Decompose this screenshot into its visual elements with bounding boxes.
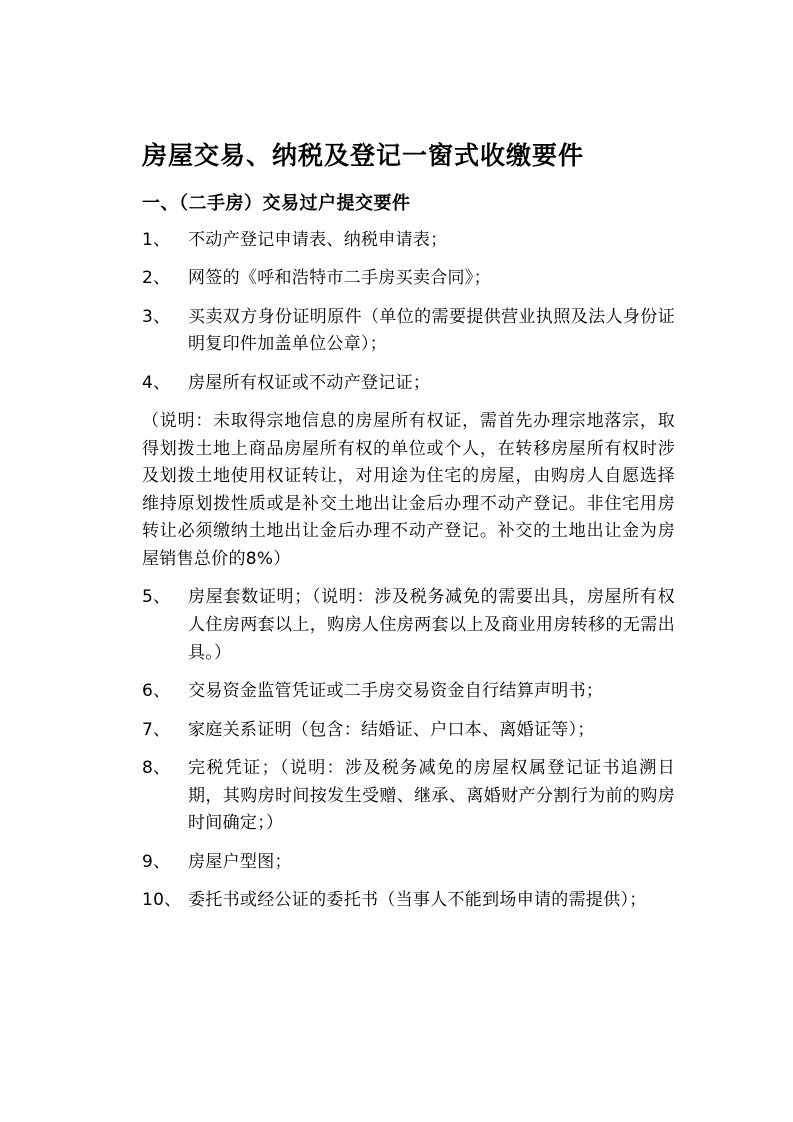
page-title: 房屋交易、纳税及登记一窗式收缴要件 <box>142 141 585 170</box>
list-item <box>142 227 675 255</box>
list-item-number: 1、 <box>142 229 171 250</box>
list-item <box>142 584 675 667</box>
list-item-number: 6、 <box>142 681 171 702</box>
section-heading: 一、（二手房）交易过户提交要件 <box>142 192 411 214</box>
list-item <box>142 678 675 706</box>
list-item-number: 9、 <box>142 851 171 872</box>
list-item <box>142 849 675 877</box>
list-item-text: 买卖双方身份证明原件（单位的需要提供营业执照及法人身份证明复印件加盖单位公章）； <box>188 306 675 355</box>
list-item-text: 房屋所有权证或不动产登记证； <box>188 372 431 393</box>
list-item-text: 房屋套数证明；（说明：涉及税务减免的需要出具，房屋所有权人住房两套以上，购房人住房两套以上及商业用房转移的无需出具。） <box>188 587 675 663</box>
list-item-text: 网签的《呼和浩特市二手房买卖合同》； <box>188 268 491 289</box>
list-item-number: 7、 <box>142 719 171 740</box>
list-item-number: 4、 <box>142 372 171 393</box>
list-item <box>142 370 675 398</box>
list-item-number: 3、 <box>142 306 171 327</box>
list-item-text: 委托书或经公证的委托书（当事人不能到场申请的需提供）； <box>188 890 647 911</box>
list-item <box>142 717 675 745</box>
explanatory-note: （说明：未取得宗地信息的房屋所有权证，需首先办理宗地落宗，取得划拨土地上商品房屋所有权的单位或个人，在转移房屋所有权时涉及划拨土地使用权证转让，对用途为住宅的房屋，由购房人自愿选择维持原划拨性质或是补交土地出让金后办理不动产登记。非住宅用房转让必须缴纳土地出让金后办理不动产登记。补交的土地出让金为房屋销售总价的8%） <box>142 411 675 569</box>
list-item-number: 10、 <box>142 890 182 911</box>
list-item-text: 完税凭证；（说明：涉及税务减免的房屋权属登记证书追溯日期，其购房时间按发生受赠、继承、离婚财产分割行为前的购房时间确定；） <box>188 758 675 834</box>
list-item <box>142 304 675 359</box>
list-item <box>142 265 675 293</box>
list-item-number: 5、 <box>142 587 171 608</box>
list-item-text: 房屋户型图； <box>188 851 292 872</box>
list-item-number: 8、 <box>142 758 171 779</box>
list-item <box>142 887 675 915</box>
list-item-text: 不动产登记申请表、纳税申请表； <box>188 229 448 250</box>
list-item-number: 2、 <box>142 268 171 289</box>
list-item-text: 交易资金监管凭证或二手房交易资金自行结算声明书； <box>188 681 604 702</box>
list-item-text: 家庭关系证明（包含：结婚证、户口本、离婚证等）； <box>188 719 595 740</box>
list-item <box>142 755 675 838</box>
